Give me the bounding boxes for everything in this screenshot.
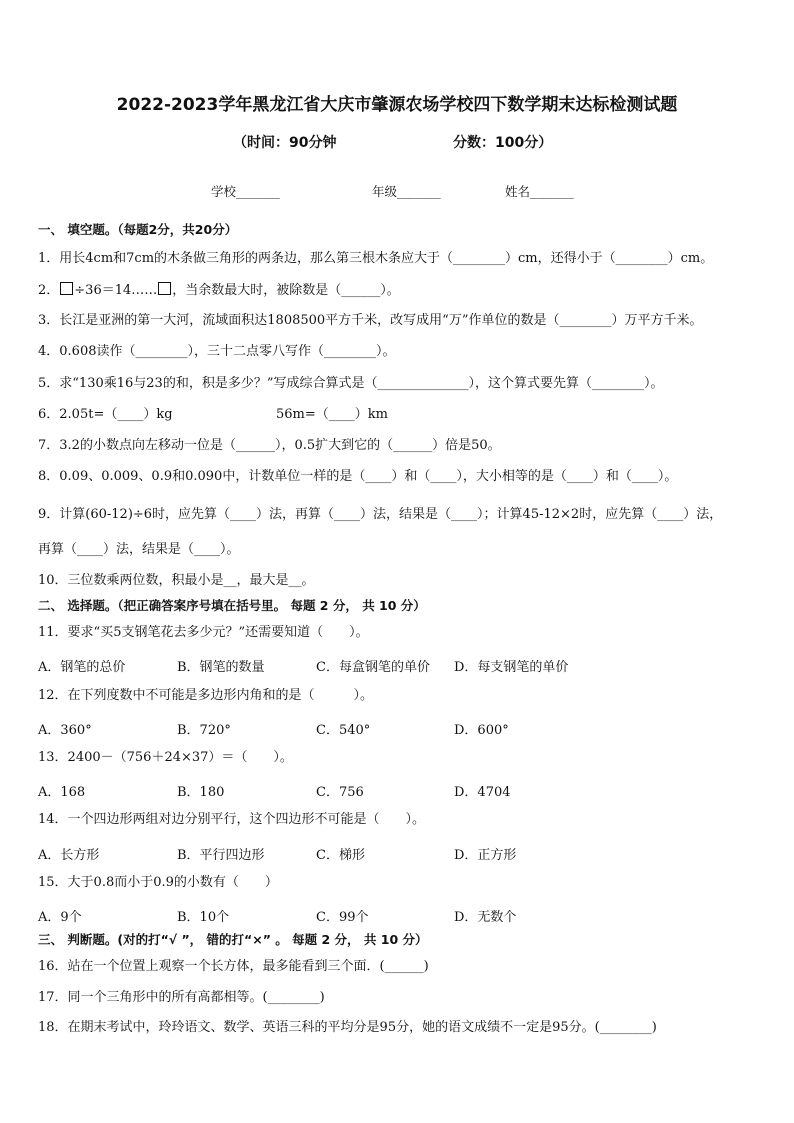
question-1: 1．用长4cm和7cm的木条做三角形的两条边，那么第三根木条应大于（________）cm，还得小于（________）cm。 bbox=[38, 251, 714, 266]
question-4: 4．0.608读作（________），三十二点零八写作（________）。 bbox=[38, 344, 396, 359]
grade-field: 年级_______ bbox=[372, 184, 441, 199]
question-2-suffix: ，当余数最大时，被除数是（______）。 bbox=[172, 283, 400, 298]
q12-option-d: D．600° bbox=[454, 723, 509, 738]
q11-option-c: C．每盒钢笔的单价 bbox=[316, 660, 430, 675]
q13-option-b: B．180 bbox=[177, 785, 225, 800]
exam-time: （时间：90分钟 bbox=[233, 135, 337, 151]
q13-option-a: A．168 bbox=[38, 785, 86, 800]
q15-option-d: D．无数个 bbox=[454, 910, 517, 925]
q11-option-b: B．钢笔的数量 bbox=[177, 660, 265, 675]
question-8: 8．0.09、0.009、0.9和0.090中，计数单位一样的是（____）和（____），大小相等的是（____）和（____）。 bbox=[38, 469, 678, 484]
section-fill-heading: 一、 填空题。（每题2分，共20分） bbox=[38, 222, 238, 237]
name-field: 姓名_______ bbox=[505, 184, 574, 199]
section-judge-heading: 三、 判断题。(对的打“√ ”， 错的打“×” 。 每题 2 分， 共 10 分） bbox=[38, 932, 428, 947]
q14-option-b: B．平行四边形 bbox=[177, 848, 265, 863]
question-18: 18．在期末考试中，玲玲语文、数学、英语三科的平均分是95分，她的语文成绩不一定是95分。(________) bbox=[38, 1020, 657, 1035]
question-2-number: 2． bbox=[38, 283, 60, 298]
q14-option-c: C．梯形 bbox=[316, 848, 365, 863]
q11-option-d: D．每支钢笔的单价 bbox=[454, 660, 569, 675]
blank-square-icon bbox=[158, 282, 171, 295]
question-9-line2: 再算（____）法，结果是（____）。 bbox=[38, 542, 240, 557]
question-12: 12．在下列度数中不可能是多边形内角和的是（ ）。 bbox=[38, 688, 374, 703]
q15-option-a: A．9个 bbox=[38, 910, 82, 925]
q15-option-b: B．10个 bbox=[177, 910, 230, 925]
q15-option-c: C．99个 bbox=[316, 910, 369, 925]
q13-option-d: D．4704 bbox=[454, 785, 511, 800]
question-6a: 6．2.05t=（____）kg bbox=[38, 407, 173, 422]
question-2-mid: ÷36＝14…… bbox=[74, 283, 158, 298]
question-9-line1: 9．计算(60-12)÷6时，应先算（____）法，再算（____）法，结果是（____）；计算45-12×2时，应先算（____）法， bbox=[38, 507, 723, 522]
exam-score: 分数：100分） bbox=[453, 135, 553, 151]
question-3: 3．长江是亚洲的第一大河，流域面积达1808500平方千米，改写成用“万”作单位的数是（________）万平方千米。 bbox=[38, 313, 703, 328]
section-choice-heading: 二、 选择题。（把正确答案序号填在括号里。 每题 2 分， 共 10 分） bbox=[38, 598, 426, 613]
question-14: 14．一个四边形两组对边分别平行，这个四边形不可能是（ ）。 bbox=[38, 812, 426, 827]
question-2 bbox=[38, 282, 400, 299]
exam-title: 2022-2023学年黑龙江省大庆市肇源农场学校四下数学期末达标检测试题 bbox=[116, 95, 678, 115]
q14-option-d: D．正方形 bbox=[454, 848, 517, 863]
question-5: 5．求“130乘16与23的和，积是多少？”写成综合算式是（______________），这个算式要先算（________）。 bbox=[38, 376, 664, 391]
blank-square-icon bbox=[60, 282, 73, 295]
question-13: 13．2400－（756＋24×37）＝（ ）。 bbox=[38, 750, 293, 765]
question-17: 17．同一个三角形中的所有高都相等。(________) bbox=[38, 990, 325, 1005]
school-field: 学校_______ bbox=[211, 184, 280, 199]
question-15: 15．大于0.8而小于0.9的小数有（ ） bbox=[38, 875, 278, 890]
question-10: 10．三位数乘两位数，积最小是__，最大是__。 bbox=[38, 573, 315, 588]
question-11: 11．要求“买5支钢笔花去多少元？”还需要知道（ ）。 bbox=[38, 625, 369, 640]
question-6b: 56m=（____）km bbox=[276, 407, 388, 422]
q13-option-c: C．756 bbox=[316, 785, 364, 800]
q11-option-a: A．钢笔的总价 bbox=[38, 660, 126, 675]
q12-option-a: A．360° bbox=[38, 723, 92, 738]
q14-option-a: A．长方形 bbox=[38, 848, 100, 863]
question-16: 16．站在一个位置上观察一个长方体，最多能看到三个面．(______) bbox=[38, 959, 429, 974]
q12-option-b: B．720° bbox=[177, 723, 231, 738]
q12-option-c: C．540° bbox=[316, 723, 371, 738]
question-7: 7．3.2的小数点向左移动一位是（______），0.5扩大到它的（______）倍是50。 bbox=[38, 438, 501, 453]
